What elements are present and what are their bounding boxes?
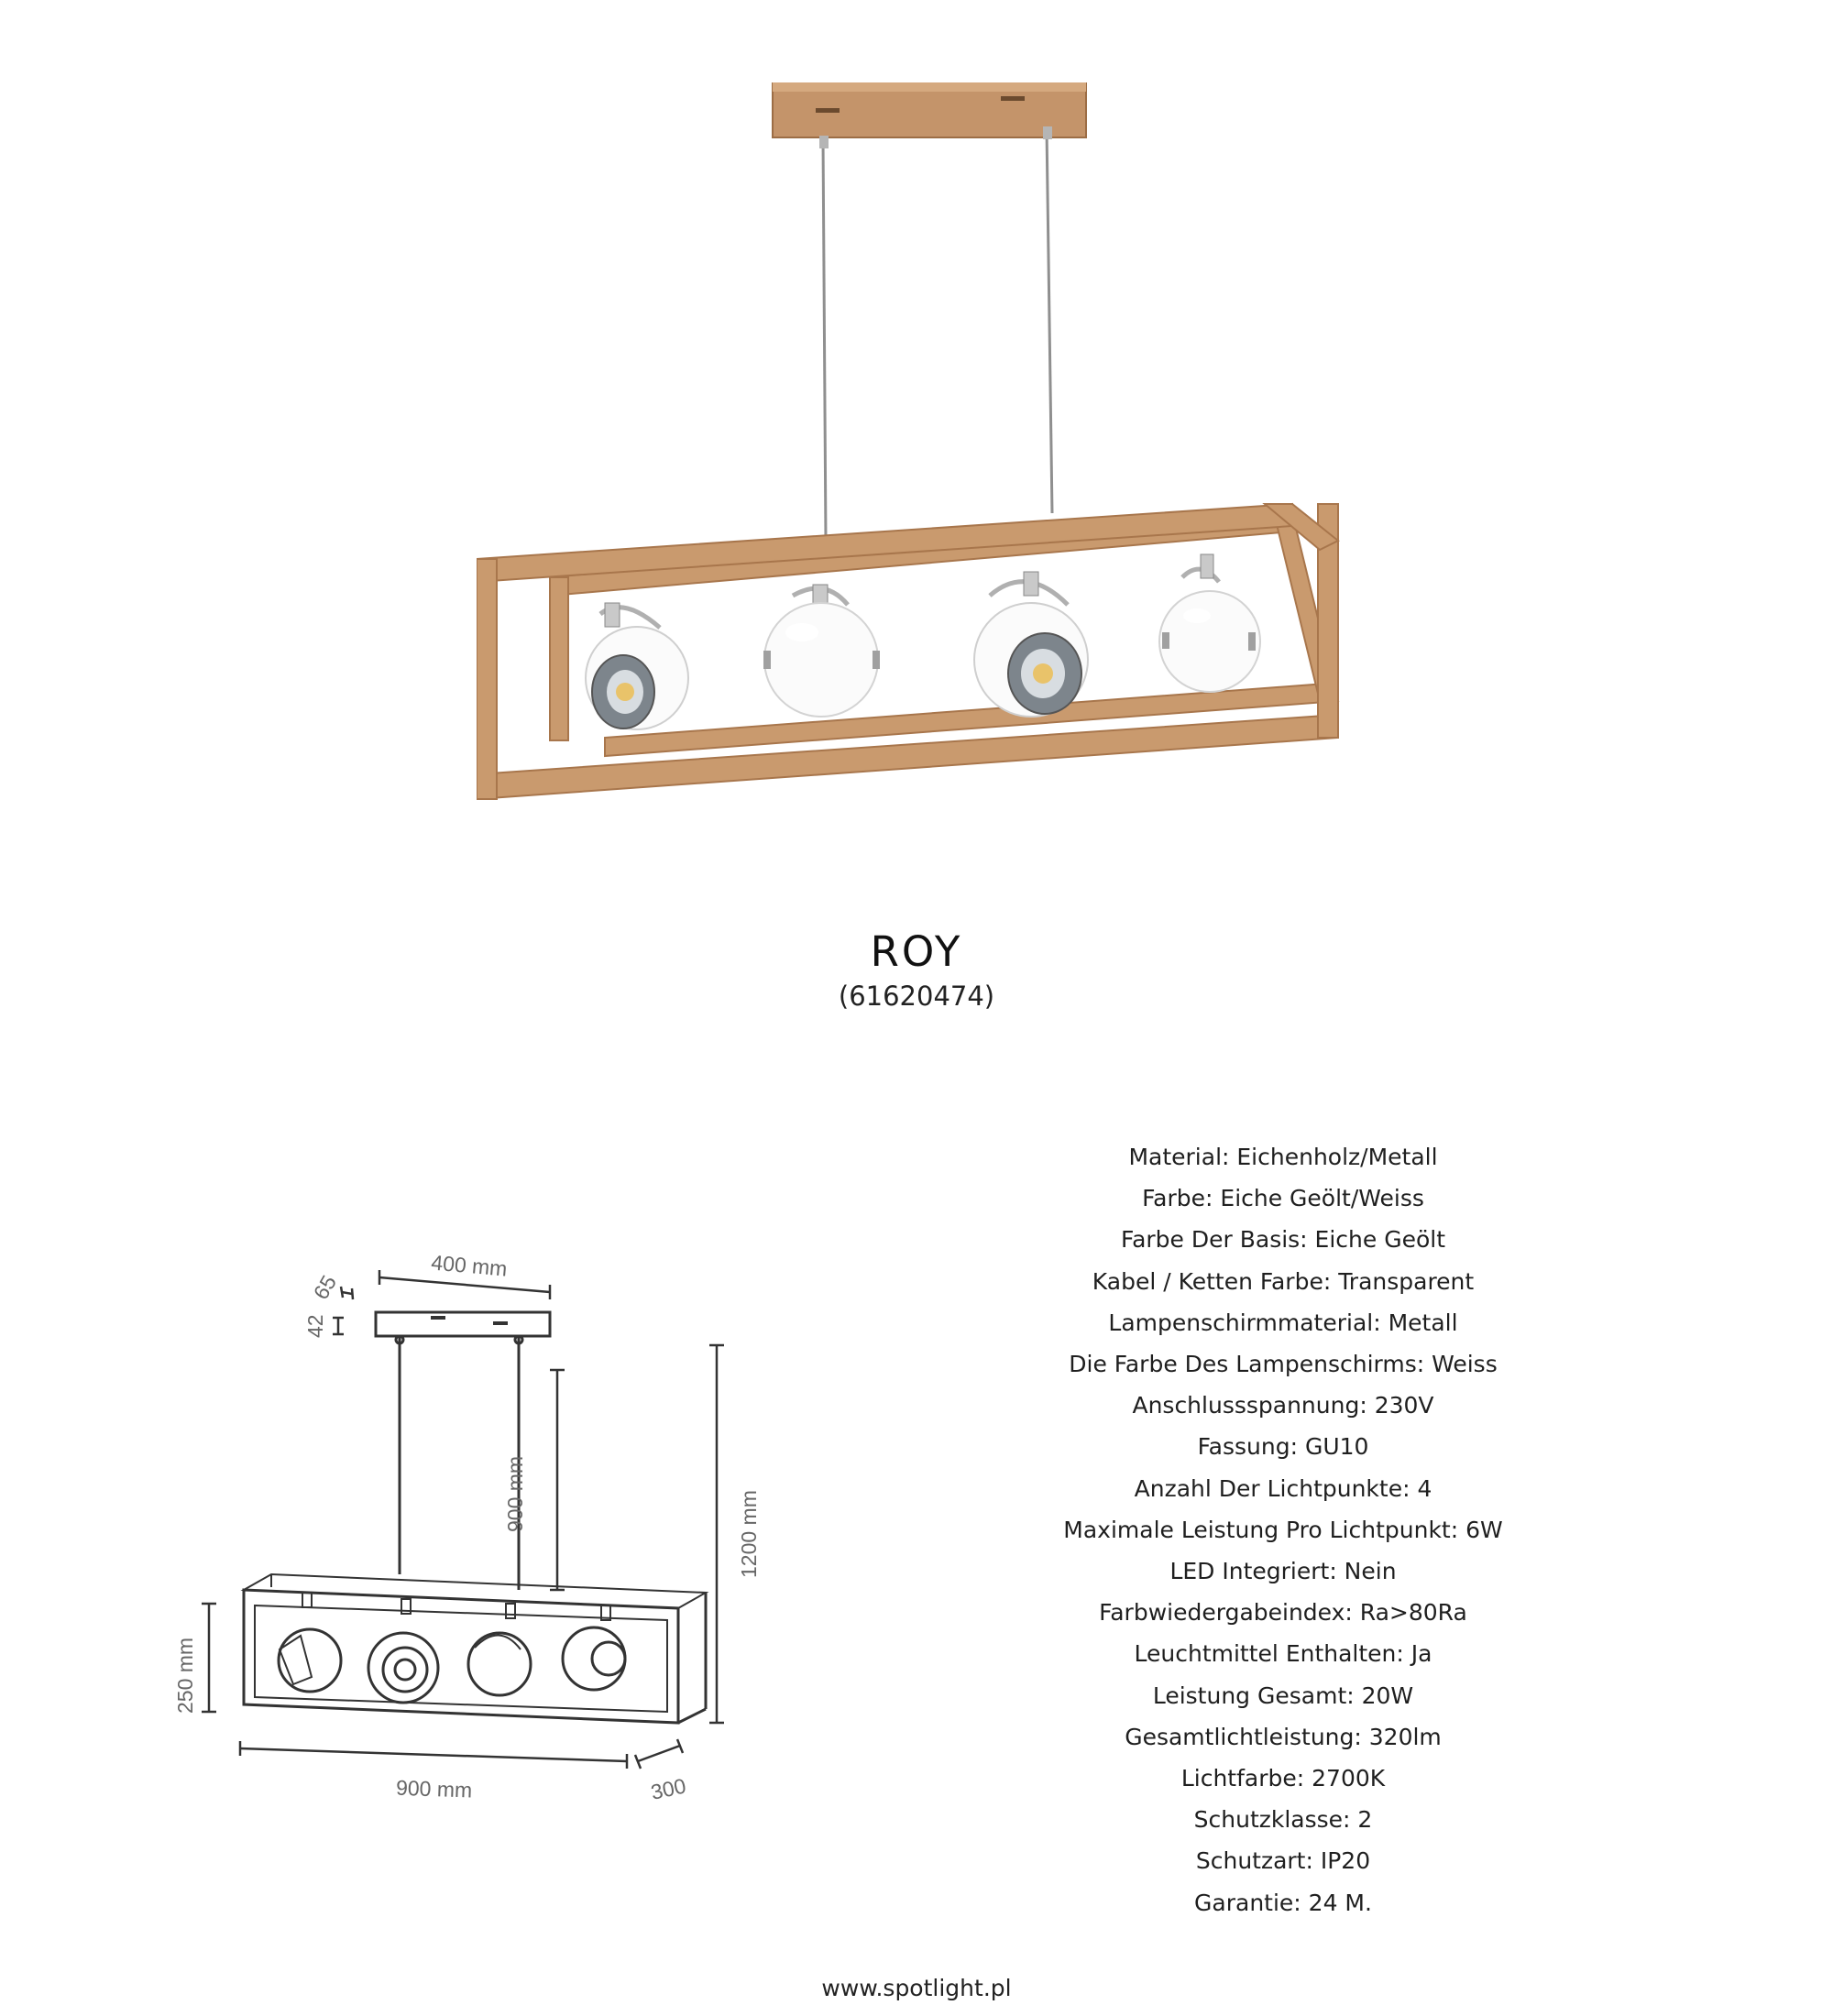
spec-item: Schutzklasse: 2 [1193, 1806, 1373, 1834]
spec-item: Gesamtlichtleistung: 320lm [1125, 1723, 1442, 1750]
drawing-frame [244, 1590, 678, 1723]
spec-item: Leuchtmittel Enthalten: Ja [1134, 1640, 1432, 1668]
website-link[interactable]: www.spotlight.pl [821, 1975, 1012, 2001]
spec-item: Leistung Gesamt: 20W [1152, 1682, 1414, 1709]
product-code: (61620474) [838, 981, 995, 1012]
spec-item: Material: Eichenholz/Metall [1128, 1144, 1438, 1170]
spec-item: Schutzart: IP20 [1195, 1847, 1371, 1875]
dim-frame-depth: 300 [648, 1773, 688, 1804]
spec-item: Garantie: 24 M. [1194, 1889, 1372, 1916]
spec-item: Farbe Der Basis: Eiche Geölt [1120, 1226, 1446, 1254]
canopy [773, 82, 1086, 137]
spec-list [990, 1136, 1576, 1923]
dim-canopy-width: 65 [308, 1271, 342, 1304]
spec-item: Fassung: GU10 [1197, 1433, 1369, 1461]
spec-item: Anschlussspannung: 230V [1132, 1392, 1434, 1419]
spec-item: Lampenschirmmaterial: Metall [1108, 1309, 1458, 1336]
spotlight-4 [1159, 554, 1260, 692]
spotlight-2 [763, 585, 880, 717]
dim-frame-height: 250 mm [173, 1637, 197, 1714]
spec-item: LED Integriert: Nein [1169, 1558, 1397, 1585]
dim-canopy-height: 42 [303, 1314, 327, 1338]
spec-item: Anzahl Der Lichtpunkte: 4 [1134, 1474, 1432, 1502]
spotlight-3 [974, 572, 1088, 717]
dim-cable-length: 900 mm [503, 1455, 527, 1532]
drawing-canopy [376, 1312, 550, 1336]
product-photo [477, 82, 1356, 816]
spec-item: Lichtfarbe: 2700K [1180, 1765, 1386, 1792]
spec-item: Maximale Leistung Pro Lichtpunkt: 6W [1063, 1516, 1503, 1543]
product-title: ROY [870, 927, 963, 976]
spotlight-1 [586, 603, 688, 729]
dim-canopy-length: 400 mm [430, 1250, 509, 1281]
spec-item: Die Farbe Des Lampenschirms: Weiss [1069, 1351, 1498, 1378]
spec-item: Farbwiedergabeindex: Ra>80Ra [1099, 1599, 1467, 1627]
spec-item: Farbe: Eiche Geölt/Weiss [1142, 1185, 1424, 1212]
dim-frame-length: 900 mm [395, 1775, 473, 1802]
dimension-drawing [156, 1246, 779, 1814]
suspension-cables [819, 126, 1052, 541]
dim-total-height: 1200 mm [737, 1490, 761, 1578]
spec-item: Kabel / Ketten Farbe: Transparent [1092, 1267, 1475, 1295]
